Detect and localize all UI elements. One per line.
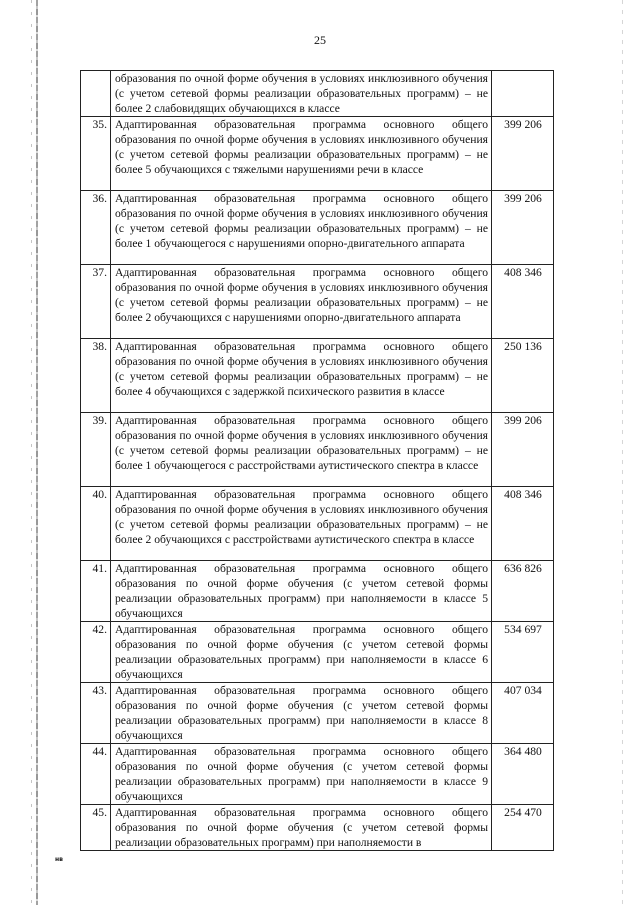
scan-edge-left (36, 0, 38, 905)
row-number: 41. (81, 561, 111, 622)
row-value: 399 206 (492, 191, 554, 265)
row-number: 43. (81, 683, 111, 744)
row-number: 37. (81, 265, 111, 339)
row-number (81, 71, 111, 117)
footer-mark: нв (55, 856, 63, 863)
table-row (81, 191, 554, 265)
page-number: 25 (314, 33, 326, 47)
table-row (81, 744, 554, 805)
row-value: 408 346 (492, 487, 554, 561)
row-value: 399 206 (492, 413, 554, 487)
row-description: Адаптированная образовательная программа основного общего образования по очной форме обучения в условиях инклюзивного обучения (с учетом сетевой формы реализации образовательных программ) – не более 1 обучающегося с расстройствами аутистического спектра в классе (111, 413, 492, 487)
row-description: Адаптированная образовательная программа основного общего образования по очной форме обучения в условиях инклюзивного обучения (с учетом сетевой формы реализации образовательных программ) – не более 4 обучающихся с задержкой психического развития в классе (111, 339, 492, 413)
scan-edge-left-faint (31, 0, 32, 905)
row-value: 250 136 (492, 339, 554, 413)
table-row (81, 487, 554, 561)
row-value: 636 826 (492, 561, 554, 622)
row-description: Адаптированная образовательная программа основного общего образования по очной форме обучения в условиях инклюзивного обучения (с учетом сетевой формы реализации образовательных программ) – не более 2 обучающихся с нарушениями опорно-двигательного аппарата (111, 265, 492, 339)
table-row (81, 805, 554, 851)
cost-table (80, 70, 554, 851)
row-number: 39. (81, 413, 111, 487)
row-value: 407 034 (492, 683, 554, 744)
table-row (81, 265, 554, 339)
row-value (492, 71, 554, 117)
table-row (81, 561, 554, 622)
row-description: образования по очной форме обучения в условиях инклюзивного обучения (с учетом сетевой формы реализации образовательных программ) – не более 2 слабовидящих обучающихся в классе (111, 71, 492, 117)
row-number: 40. (81, 487, 111, 561)
table-row (81, 683, 554, 744)
row-number: 38. (81, 339, 111, 413)
row-value: 399 206 (492, 117, 554, 191)
row-number: 45. (81, 805, 111, 851)
table-row (81, 71, 554, 117)
row-value: 408 346 (492, 265, 554, 339)
row-description: Адаптированная образовательная программа основного общего образования по очной форме обучения в условиях инклюзивного обучения (с учетом сетевой формы реализации образовательных программ) – не более 5 обучающихся с тяжелыми нарушениями речи в классе (111, 117, 492, 191)
scan-edge-right (622, 0, 623, 905)
row-number: 35. (81, 117, 111, 191)
row-description: Адаптированная образовательная программа основного общего образования по очной форме обучения в условиях инклюзивного обучения (с учетом сетевой формы реализации образовательных программ) – не более 2 обучающихся с расстройствами аутистического спектра в классе (111, 487, 492, 561)
row-description: Адаптированная образовательная программа основного общего образования по очной форме обучения в условиях инклюзивного обучения (с учетом сетевой формы реализации образовательных программ) – не более 1 обучающегося с нарушениями опорно-двигательного аппарата (111, 191, 492, 265)
row-description: Адаптированная образовательная программа основного общего образования по очной форме обучения (с учетом сетевой формы реализации образовательных программ) при наполняемости в классе 9 обучающихся (111, 744, 492, 805)
row-description: Адаптированная образовательная программа основного общего образования по очной форме обучения (с учетом сетевой формы реализации образовательных программ) при наполняемости в классе 8 обучающихся (111, 683, 492, 744)
row-value: 254 470 (492, 805, 554, 851)
table-row (81, 339, 554, 413)
row-description: Адаптированная образовательная программа основного общего образования по очной форме обучения (с учетом сетевой формы реализации образовательных программ) при наполняемости в классе 5 обучающихся (111, 561, 492, 622)
row-description: Адаптированная образовательная программа основного общего образования по очной форме обучения (с учетом сетевой формы реализации образовательных программ) при наполняемости в (111, 805, 492, 851)
row-number: 36. (81, 191, 111, 265)
row-description: Адаптированная образовательная программа основного общего образования по очной форме обучения (с учетом сетевой формы реализации образовательных программ) при наполняемости в классе 6 обучающихся (111, 622, 492, 683)
row-number: 44. (81, 744, 111, 805)
table-row (81, 413, 554, 487)
table-row (81, 117, 554, 191)
row-value: 364 480 (492, 744, 554, 805)
table-row (81, 622, 554, 683)
row-number: 42. (81, 622, 111, 683)
row-value: 534 697 (492, 622, 554, 683)
